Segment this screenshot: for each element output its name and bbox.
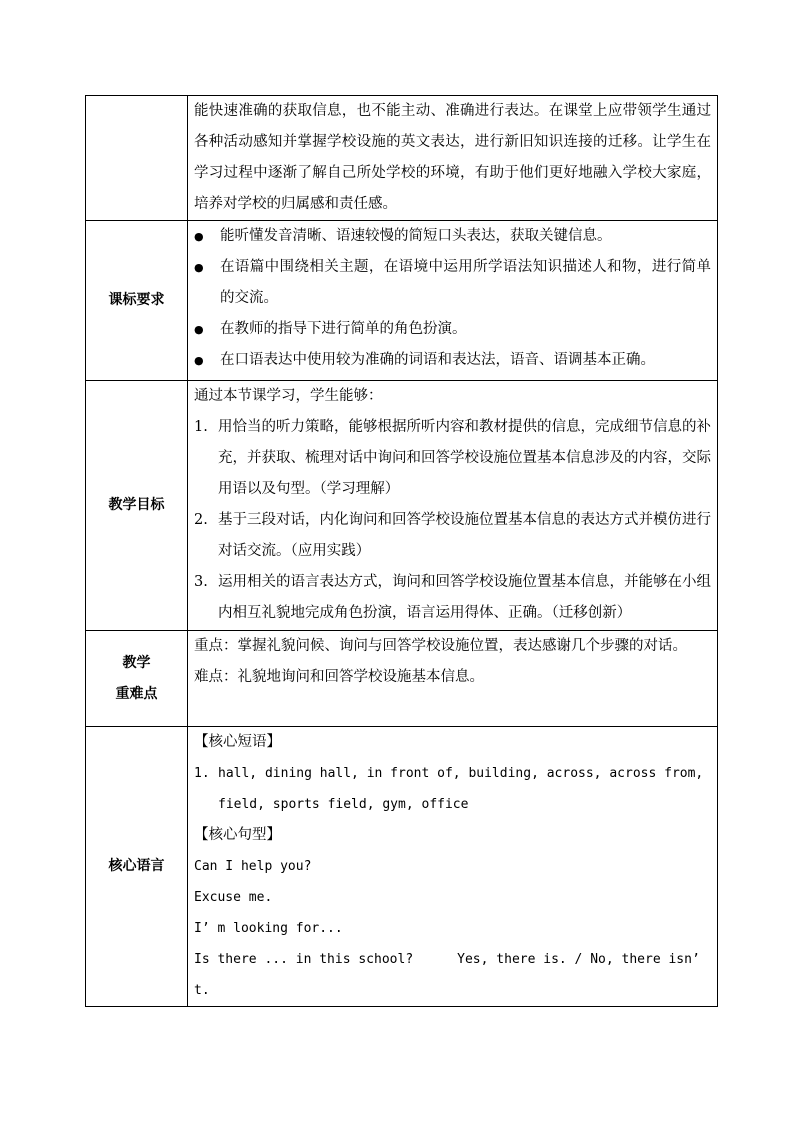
- intro-paragraph: 能快速准确的获取信息，也不能主动、准确进行表达。在课堂上应带领学生通过各种活动感知并掌握学校设施的英文表达，进行新旧知识连接的迁移。让学生在学习过程中逐渐了解自己所处学校的环境，有助于他们更好地融入学校大家庭，培养对学校的归属感和责任感。: [194, 103, 711, 212]
- phrases-text: [218, 758, 711, 820]
- objective-number: 2.: [194, 512, 208, 528]
- lesson-plan-table: [85, 95, 718, 1007]
- keypoints-row: [86, 631, 718, 727]
- sentence-question: Is there ... in this school?: [194, 952, 414, 967]
- curriculum-item: [194, 252, 711, 314]
- objective-number: 3.: [194, 574, 208, 590]
- curriculum-item: [194, 345, 711, 376]
- objectives-row: [86, 381, 718, 631]
- curriculum-row: [86, 221, 718, 381]
- objective-text: 用恰当的听力策略，能够根据所听内容和教材提供的信息，完成细节信息的补充，并获取、梳理对话中询问和回答学校设施位置基本信息涉及的内容，交际用语以及句型。（学习理解）: [218, 419, 711, 497]
- phrases-line-1: hall, dining hall, in front of, building, across, across from,: [218, 766, 704, 781]
- objective-item: [194, 412, 711, 505]
- bullet-icon: ●: [194, 230, 204, 243]
- objectives-label: 教学目标: [86, 381, 188, 631]
- curriculum-item: [194, 221, 711, 252]
- bullet-icon: ●: [194, 354, 204, 367]
- objective-item: [194, 505, 711, 567]
- sentence-line: Excuse me.: [194, 890, 273, 905]
- sentence-answer-wrap: t.: [194, 983, 210, 998]
- phrases-item: [194, 758, 711, 820]
- curriculum-item-text: 在教师的指导下进行简单的角色扮演。: [220, 321, 467, 337]
- language-content-cell: [188, 727, 718, 1007]
- curriculum-item-text: 能听懂发音清晰、语速较慢的简短口头表达，获取关键信息。: [220, 228, 612, 244]
- curriculum-item: [194, 314, 711, 345]
- language-label: 核心语言: [86, 727, 188, 1007]
- objectives-intro: 通过本节课学习，学生能够：: [194, 388, 383, 404]
- keypoints-label-line1: 教学: [122, 654, 151, 671]
- objective-text: 运用相关的语言表达方式，询问和回答学校设施位置基本信息，并能够在小组内相互礼貌地完成角色扮演，语言运用得体、正确。（迁移创新）: [218, 574, 711, 621]
- sentence-line: Can I help you?: [194, 859, 312, 874]
- intro-row: [86, 96, 718, 221]
- intro-label-cell: [86, 96, 188, 221]
- objectives-content-cell: [188, 381, 718, 631]
- objective-item: [194, 567, 711, 629]
- keypoints-label: [86, 631, 188, 727]
- phrases-number: 1.: [194, 766, 210, 781]
- curriculum-label: 课标要求: [86, 221, 188, 381]
- keypoints-label-line2: 重难点: [115, 685, 158, 702]
- bullet-icon: ●: [194, 261, 204, 274]
- phrases-heading: 【核心短语】: [194, 734, 281, 750]
- bullet-icon: ●: [194, 323, 204, 336]
- curriculum-item-text: 在语篇中围绕相关主题，在语境中运用所学语法知识描述人和物，进行简单的交流。: [220, 259, 711, 306]
- objective-text: 基于三段对话，内化询问和回答学校设施位置基本信息的表达方式并模仿进行对话交流。（应用实践）: [218, 512, 711, 559]
- keypoints-focus: 重点：掌握礼貌问候、询问与回答学校设施位置，表达感谢几个步骤的对话。: [194, 638, 687, 654]
- keypoints-content-cell: [188, 631, 718, 727]
- sentences-heading: 【核心句型】: [194, 827, 281, 843]
- language-row: [86, 727, 718, 1007]
- keypoints-difficulty: 难点：礼貌地询问和回答学校设施基本信息。: [194, 669, 484, 685]
- objective-number: 1.: [194, 419, 208, 435]
- sentence-question-answer: [194, 944, 711, 975]
- curriculum-item-text: 在口语表达中使用较为准确的词语和表达法，语音、语调基本正确。: [220, 352, 655, 368]
- sentence-line: I’ m looking for...: [194, 921, 343, 936]
- intro-content-cell: [188, 96, 718, 221]
- sentence-answer: Yes, there is. / No, there isn’: [457, 952, 700, 967]
- phrases-line-2: field, sports field, gym, office: [218, 797, 469, 812]
- curriculum-content-cell: [188, 221, 718, 381]
